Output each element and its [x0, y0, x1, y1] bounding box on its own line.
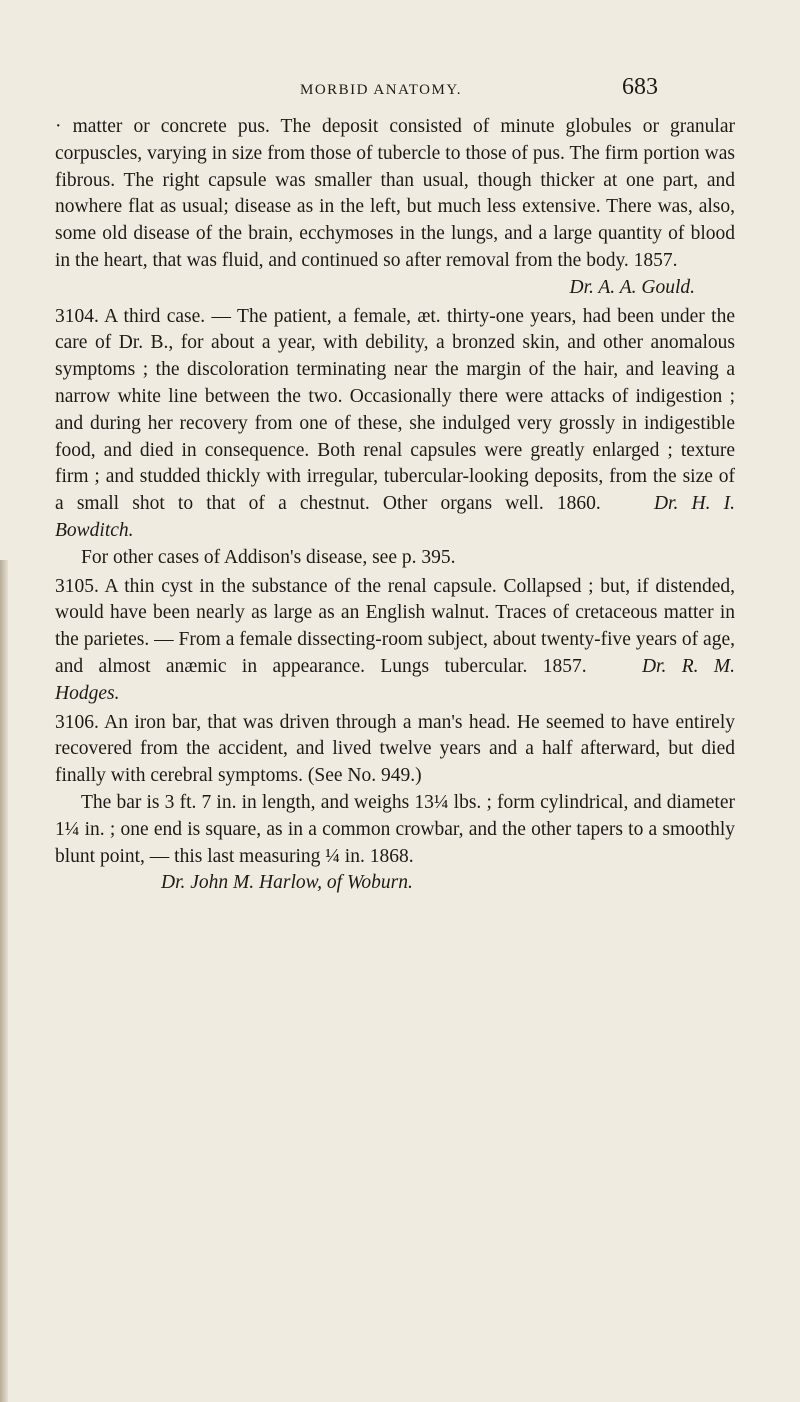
paragraph-text: · matter or concrete pus. The deposit consisted of minute globules or granular corpuscles, varying in size from those of tubercle to those of pus. The firm portion was fibrous. The right capsule was smaller than usual, though thicker at one part, and nowhere flat as usual; disease as in the left, but much less extensive. There was, also, some old disease of the brain, ecchymoses in the lungs, and a large quantity of blood in the heart, that was fluid, and continued so after removal from the body. 1857. — [55, 116, 735, 271]
signature-gould: Dr. A. A. Gould. — [569, 276, 695, 298]
entry-3106-description — [55, 790, 735, 897]
running-head: MORBID ANATOMY. — [300, 82, 462, 98]
page-header — [0, 74, 800, 114]
paragraph-text: The bar is 3 ft. 7 in. in length, and weighs 13¼ lbs. ; form cylindrical, and diameter 1¼ in. ; one end is square, as in a common crowbar, and the other tapers to a smoothly blunt point, — this last measuring ¼ in. 1868. — [55, 791, 735, 867]
signature-hodges: Dr. R. M. Hodges. — [55, 655, 736, 704]
entry-3104 — [55, 304, 735, 545]
paragraph-text: 3105. A thin cyst in the substance of the renal capsule. Collapsed ; but, if distended, would have been nearly as large as an English walnut. Traces of cretaceous matter in the parietes. — From a female dissecting-room subject, about twenty-five years of age, and almost anæmic in appearance. Lungs tubercular. 1857. — [55, 575, 735, 677]
paragraph-text: 3104. A third case. — The patient, a female, æt. thirty-one years, had been under the care of Dr. B., for about a year, with debility, a bronzed skin, and other anomalous symptoms ; the discoloration terminating near the margin of the hair, and leaving a narrow white line between the two. Occasionally there were attacks of indigestion ; and during her recovery from one of these, she indulged very grossly in indigestible food, and died in consequence. Both renal capsules were greatly enlarged ; texture firm ; and studded thickly with irregular, tubercular-looking deposits, from the size of a small shot to that of a chestnut. Other organs well. 1860. — [55, 305, 735, 515]
signature-harlow: Dr. John M. Harlow, of Woburn. — [161, 872, 413, 894]
page-edge-shadow — [0, 560, 8, 1402]
page-body — [55, 114, 735, 897]
paragraph-continuation — [55, 114, 735, 302]
entry-3105 — [55, 574, 735, 708]
page-number: 683 — [622, 74, 658, 100]
signature-bowditch: Dr. H. I. Bowditch. — [55, 493, 735, 541]
entry-3106: 3106. An iron bar, that was driven through a man's head. He seemed to have entirely recovered from the accident, and lived twelve years and a half afterward, but died finally with cerebral symptoms. (See No. 949.) — [55, 711, 735, 787]
cross-reference: For other cases of Addison's disease, see p. 395. — [81, 546, 456, 568]
